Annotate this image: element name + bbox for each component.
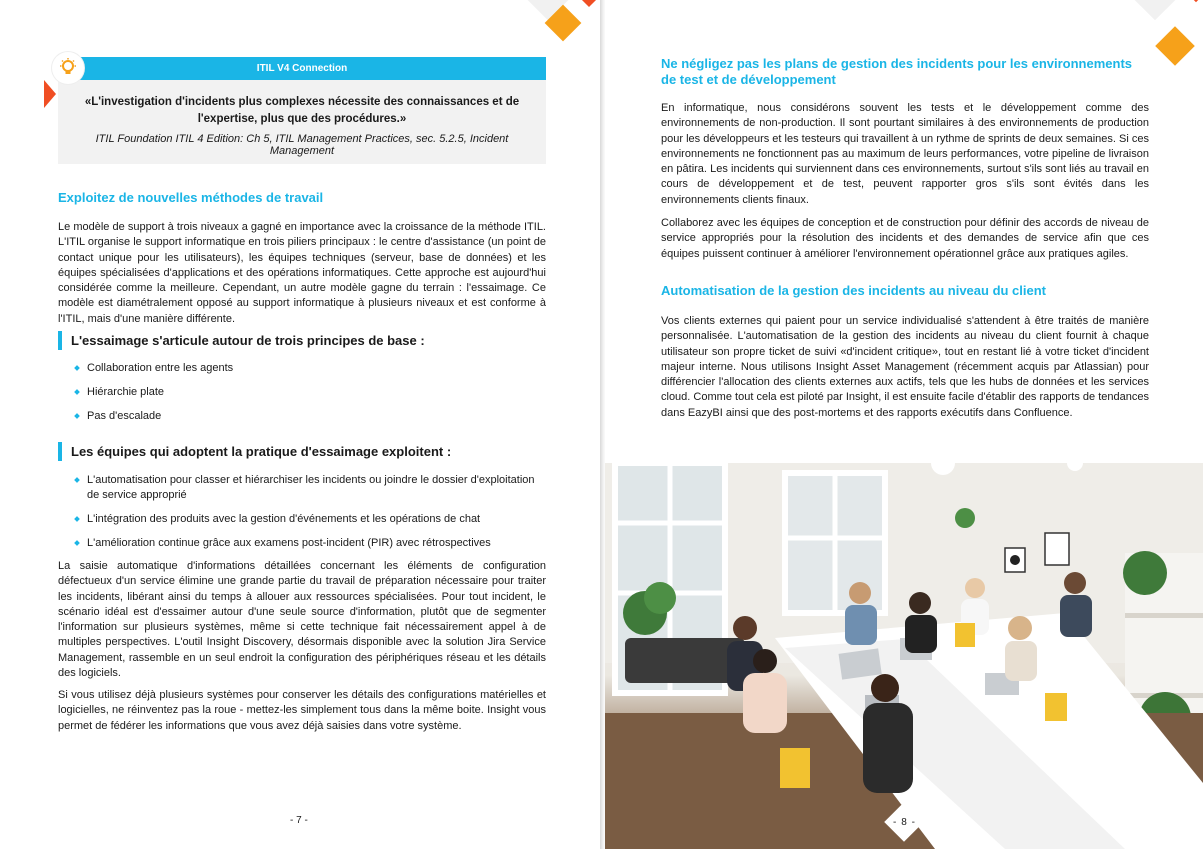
- paragraph-collaboration: Collaborez avec les équipes de conception et de construction pour définir des accords de niveau de service appropriés pour la résolution des incidents et des demandes de service afin que ces équipes puissent continuer à améliorer l'environnement opérationnel grâce aux pratiques agiles.: [661, 217, 1149, 260]
- paragraph-external-clients: Vos clients externes qui paient pour un service individualisé s'attendent à être traités de manière personnalisée. L'automatisation de la gestion des incidents au niveau du client fournit à chaque utilisateur son propre ticket de suivi «d'incident critique», tout en restant lié à votre ticket d'incident majeur interne. Nous utilisons Insight Asset Management (récemment acquis par Atlassian) pour différencier l'allocation des clients externes aux actifs, tels que les hubs de données et les services cloud. Comme tout cela est piloté par Insight, il est ensuite facile d'établir des rapports de tendances dans EazyBI ainsi que des post-mortems et des rapports exécutifs dans Confluence.: [661, 315, 1149, 419]
- page-number-left: - 7 -: [290, 815, 308, 826]
- list-item: L'amélioration continue grâce aux examens post-incident (PIR) avec rétrospectives: [58, 536, 548, 551]
- office-team-photo: [605, 463, 1203, 849]
- itil-source: ITIL Foundation ITIL 4 Edition: Ch 5, ITIL Management Practices, sec. 5.2.5, Incident Management: [95, 133, 509, 157]
- list-item: L'intégration des produits avec la gestion d'événements et les opérations de chat: [58, 512, 548, 527]
- subhead-swarming-teams: Les équipes qui adoptent la pratique d'essaimage exploitent :: [58, 442, 451, 461]
- list-item: L'automatisation pour classer et hiérarchiser les incidents ou joindre le dossier d'exploitation de service approprié: [58, 473, 548, 503]
- list-item: Pas d'escalade: [58, 409, 548, 424]
- paragraph-non-production: En informatique, nous considérons souvent les tests et le développement comme des environnements de non-production. Il sont pourtant similaires à des environnements de production pour les développeurs et les testeurs qui travaillent à un rythme de sprints de deux semaines. Si ces environnements ne fonctionnent pas au maximum de leurs performances, votre pipeline de livraison en pâtira. Les incidents qui surviennent dans ces environnements, surtout s'ils sont liés au travail en cours de développement et de test, peuvent rapporter gros s'ils sont évités dans les environnements clients finaux.: [661, 102, 1149, 206]
- office-scene-illustration: [605, 463, 1203, 849]
- left-orange-triangle: [44, 80, 56, 108]
- top-right-decoration: [520, 0, 602, 30]
- section-title-client-automation: Automatisation de la gestion des incidents au niveau du client: [661, 283, 1047, 298]
- itil-quote: «L'investigation d'incidents plus complexes nécessite des connaissances et de l'expertise, plus que des procédures.»: [84, 96, 520, 125]
- list-item: Hiérarchie plate: [58, 385, 548, 400]
- practices-list: [58, 473, 548, 551]
- subhead-swarming-principles: L'essaimage s'articule autour de trois principes de base :: [58, 331, 425, 350]
- paragraph-three-tier-support: Le modèle de support à trois niveaux a gagné en importance avec la croissance de la méthode ITIL. L'ITIL organise le support informatique en trois piliers principaux : le centre d'assistance (un point de contact unique pour les utilisateurs), les équipes techniques (serveur, base de données) et les équipes spécialisées d'applications et des opérations informatiques. Cette approche est aujourd'hui considérée comme la meilleure. Cependant, un autre modèle gagne du terrain : l'essaimage. Ce modèle est diamétralement opposé au support informatique à plusieurs niveaux et est conforme à l'ITIL, mais d'une manière différente.: [58, 221, 546, 325]
- page-number-right: - 8 -: [893, 816, 915, 828]
- paragraph-automatic-capture: La saisie automatique d'informations détaillées concernant les éléments de configuration défectueux d'un service élimine une grande partie du travail de préparation nécessaire pour traiter les incidents, libérant ainsi du temps à allouer aux ressources spécialisées. Pour tout incident, le scénario idéal est d'essaimer autour d'une seule source d'information, plutôt que de segmenter l'information sur plusieurs systèmes, même si cette technique fait nécessairement appel à de multiples perspectives. L'outil Insight Discovery, désormais disponible avec la solution Jira Service Management, rassemble en un seul endroit la configuration des périphériques réseau et les détails des logiciels.: [58, 560, 546, 680]
- principles-list: [58, 361, 548, 424]
- itil-connection-header: ITIL V4 Connection: [58, 57, 546, 80]
- lightbulb-icon: [52, 52, 84, 84]
- itil-quote-box: [58, 80, 546, 164]
- paragraph-insight: Si vous utilisez déjà plusieurs systèmes pour conserver les détails des configurations matérielles et logicielles, ne réinventez pas la roue - mettez-les simplement tous dans la même boite. Insight vous permet de fédérer les informations que vous avez déjà saisies dans votre système.: [58, 689, 546, 732]
- page-number-right-value: 8: [901, 816, 907, 828]
- list-item: Collaboration entre les agents: [58, 361, 548, 376]
- section-title-new-methods: Exploitez de nouvelles méthodes de travail: [58, 190, 324, 205]
- section-title-test-environments: Ne négligez pas les plans de gestion des incidents pour les environnements de test et de développement: [661, 56, 1133, 87]
